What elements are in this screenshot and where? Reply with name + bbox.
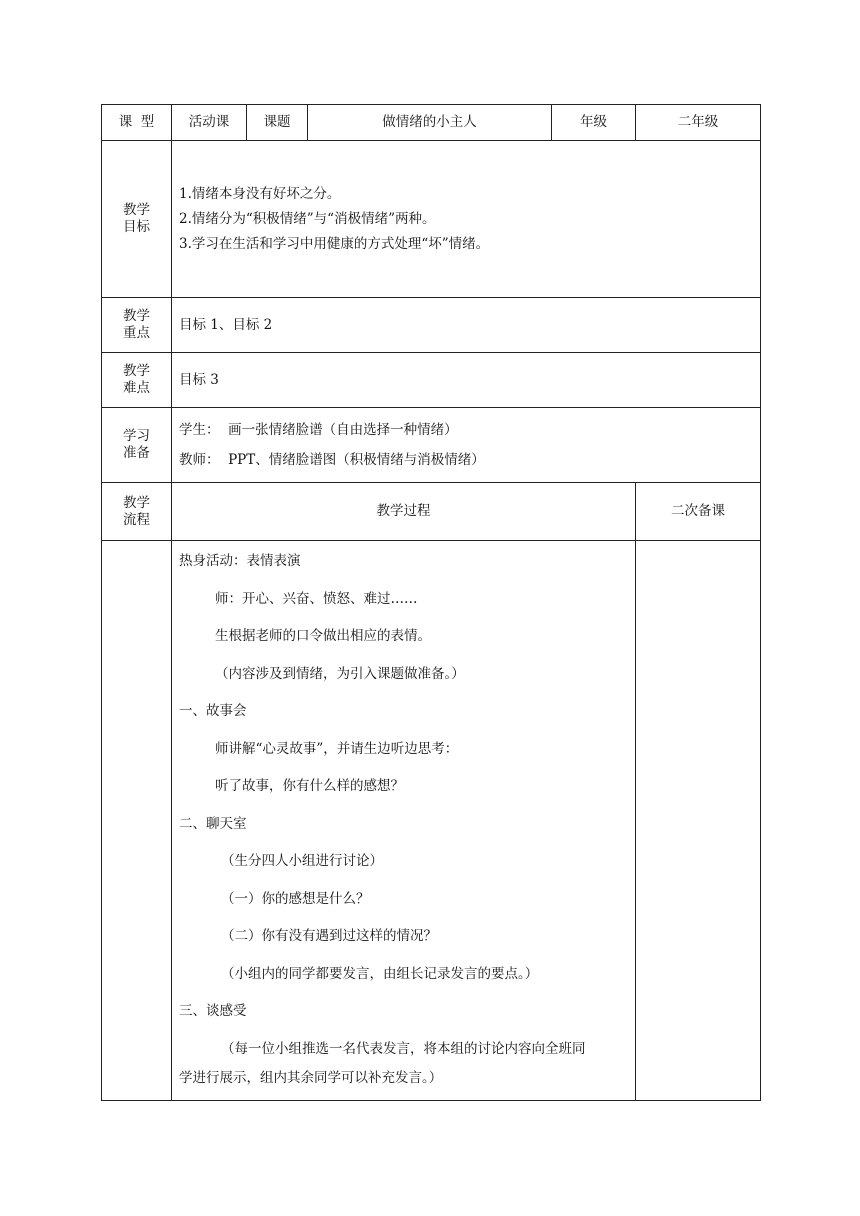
- goal-item: 2.情绪分为“积极情绪”与“消极情绪”两种。: [179, 210, 436, 227]
- flow-label: [102, 483, 172, 541]
- section-3-title: 三、谈感受: [179, 1003, 247, 1019]
- difficulties-value: 目标 3: [172, 353, 761, 408]
- key-points-value: 目标 1、目标 2: [172, 298, 761, 353]
- section-2-line: （小组内的同学都要发言，由组长记录发言的要点。）: [221, 965, 539, 982]
- key-points-label: [102, 298, 172, 353]
- key-points-label-line-2: 重点: [123, 325, 150, 341]
- warmup-teacher: 师：开心、兴奋、愤怒、难过……: [215, 590, 418, 607]
- secondary-prep-content: [636, 541, 761, 1101]
- difficulties-label: [102, 353, 172, 408]
- preparation-content: [172, 408, 761, 483]
- section-3-paragraph: [179, 1035, 629, 1093]
- topic-label: 课题: [247, 105, 308, 141]
- warmup-student: 生根据老师的口令做出相应的表情。: [215, 628, 431, 644]
- goals-label: [102, 141, 172, 298]
- preparation-label-line-1: 学习: [123, 428, 150, 445]
- type-value: 活动课: [172, 105, 247, 141]
- grade-label: 年级: [552, 105, 636, 141]
- topic-value: 做情绪的小主人: [308, 105, 552, 141]
- preparation-student: 学生： 画一张情绪脸谱（自由选择一种情绪）: [179, 422, 458, 438]
- section-2-line: （二）你有没有遇到过这样的情况？: [221, 928, 437, 944]
- difficulties-row: [102, 353, 761, 408]
- process-content: [172, 541, 636, 1101]
- key-points-row: [102, 298, 761, 353]
- section-2-line: （一）你的感想是什么？: [221, 890, 370, 907]
- section-2-title: 二、聊天室: [179, 815, 247, 832]
- preparation-label-line-2: 准备: [123, 445, 150, 461]
- difficulties-label-line-2: 难点: [123, 380, 150, 396]
- goals-content: [172, 141, 761, 298]
- process-header: 教学过程: [172, 483, 636, 541]
- section-3-line: 学进行展示，组内其余同学可以补充发言。）: [179, 1069, 443, 1086]
- preparation-teacher: 教师： PPT、情绪脸谱图（积极情绪与消极情绪）: [179, 452, 485, 468]
- flow-label-line-2: 流程: [123, 511, 150, 528]
- section-1-line: 听了故事，你有什么样的感想？: [215, 778, 404, 794]
- process-empty-label: [102, 541, 172, 1101]
- warmup-note: （内容涉及到情绪，为引入课题做准备。）: [215, 665, 465, 682]
- warmup-title: 热身活动：表情表演: [179, 553, 301, 569]
- goal-item: 1.情绪本身没有好坏之分。: [179, 185, 341, 202]
- flow-header-row: [102, 483, 761, 541]
- goal-item: 3.学习在生活和学习中用健康的方式处理“坏”情绪。: [179, 235, 490, 252]
- lesson-plan-table: [101, 104, 761, 1101]
- preparation-label: [102, 408, 172, 483]
- section-2-line: （生分四人小组进行讨论）: [221, 853, 383, 869]
- section-1-line: 师讲解“心灵故事”，并请生边听边思考：: [215, 740, 459, 757]
- flow-label-line-1: 教学: [123, 494, 150, 511]
- preparation-row: [102, 408, 761, 483]
- header-row: [102, 105, 761, 141]
- section-1-title: 一、故事会: [179, 703, 247, 719]
- goals-label-line-1: 教学: [123, 202, 150, 219]
- section-3-line: （每一位小组推选一名代表发言，将本组的讨论内容向全班同: [221, 1040, 586, 1057]
- process-row: [102, 541, 761, 1101]
- difficulties-label-line-1: 教学: [123, 363, 150, 380]
- goals-row: [102, 141, 761, 298]
- type-label: 课 型: [102, 105, 172, 141]
- key-points-label-line-1: 教学: [123, 308, 150, 325]
- goals-label-line-2: 目标: [123, 219, 150, 235]
- grade-value: 二年级: [636, 105, 761, 141]
- secondary-prep-header: 二次备课: [636, 483, 761, 541]
